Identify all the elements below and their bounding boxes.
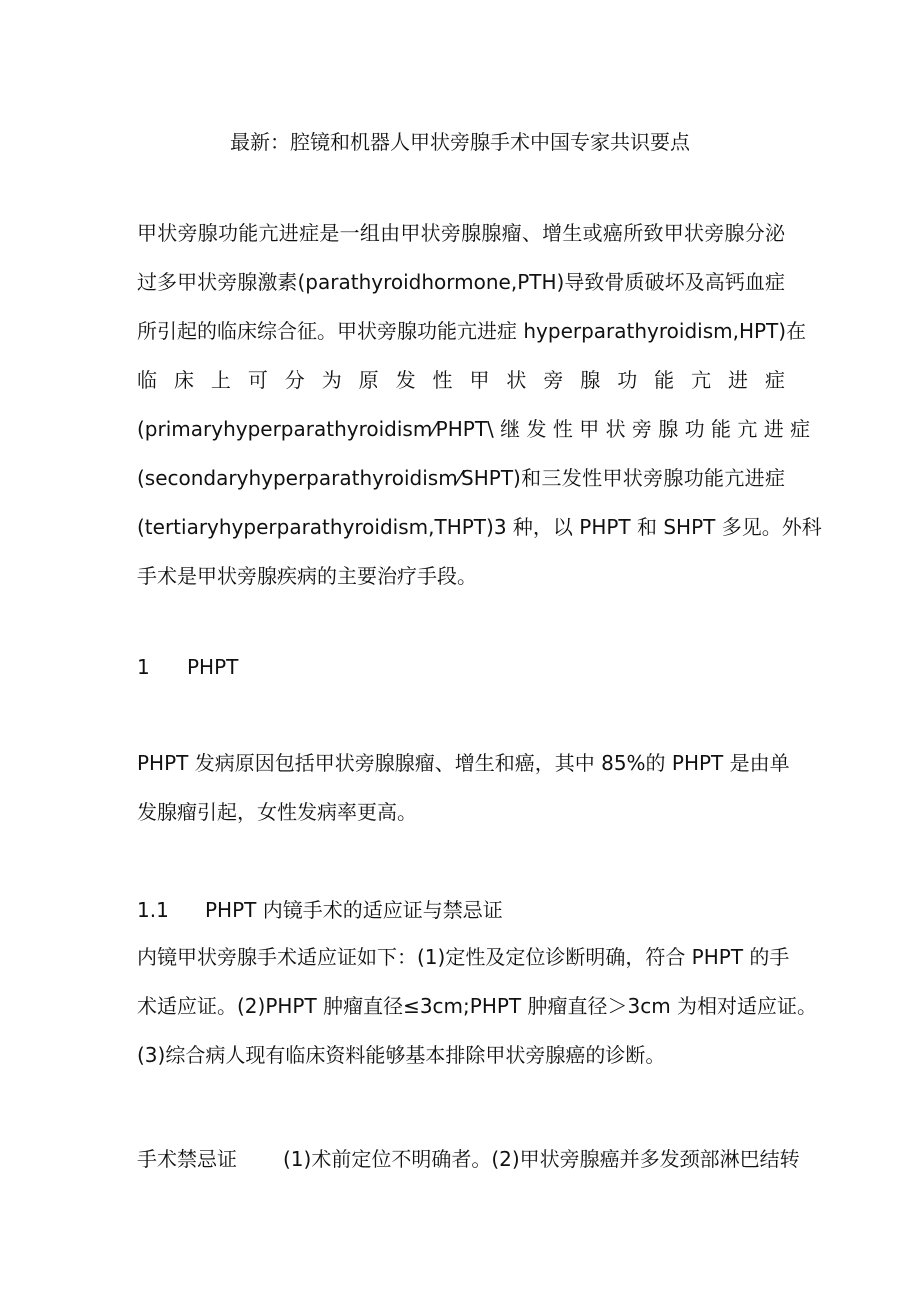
intro-line: 过多甲状旁腺激素(parathyroidhormone,PTH)导致骨质破坏及高钙血症 <box>137 270 785 294</box>
indication-line: 内镜甲状旁腺手术适应证如下：(1)定性及定位诊断明确，符合 PHPT 的手 <box>137 945 790 969</box>
section-title: PHPT 内镜手术的适应证与禁忌证 <box>205 898 503 922</box>
contraindication-line <box>137 1145 800 1173</box>
intro-line: (tertiaryhyperparathyroidism,THPT)3 种，以 PHPT 和 SHPT 多见。外科 <box>137 515 822 539</box>
section-heading-1 <box>137 653 785 681</box>
indication-line: 术适应证。(2)PHPT 肿瘤直径≤3cm;PHPT 肿瘤直径＞3cm 为相对适应证。 <box>137 994 818 1018</box>
contraindication-text: (1)术前定位不明确者。(2)甲状旁腺癌并多发颈部淋巴结转 <box>283 1147 800 1171</box>
phpt-line: 发腺瘤引起，女性发病率更高。 <box>137 800 417 824</box>
section-number: 1.1 <box>137 898 169 922</box>
intro-line: (primaryhyperparathyroidism⁄PHPT\ 继 发 性 甲 状 旁 腺 功 能 亢 进 症 <box>137 417 811 441</box>
section-title: PHPT <box>187 655 239 679</box>
phpt-line: PHPT 发病原因包括甲状旁腺腺瘤、增生和癌，其中 85%的 PHPT 是由单 <box>137 751 790 775</box>
intro-line: 甲状旁腺功能亢进症是一组由甲状旁腺腺瘤、增生或癌所致甲状旁腺分泌 <box>137 221 785 245</box>
document-title: 最新：腔镜和机器人甲状旁腺手术中国专家共识要点 <box>230 130 690 154</box>
section-number: 1 <box>137 655 150 679</box>
intro-line: (secondaryhyperparathyroidism⁄SHPT)和三发性甲状旁腺功能亢进症 <box>137 466 785 490</box>
intro-line: 所引起的临床综合征。甲状旁腺功能亢进症 hyperparathyroidism,HPT)在 <box>137 319 807 343</box>
indication-line: (3)综合病人现有临床资料能够基本排除甲状旁腺癌的诊断。 <box>137 1043 666 1067</box>
contraindication-label: 手术禁忌证 <box>137 1147 237 1171</box>
intro-line: 临 床 上 可 分 为 原 发 性 甲 状 旁 腺 功 能 亢 进 症 <box>137 368 785 392</box>
section-heading-1-1 <box>137 896 785 924</box>
intro-line: 手术是甲状旁腺疾病的主要治疗手段。 <box>137 564 477 588</box>
